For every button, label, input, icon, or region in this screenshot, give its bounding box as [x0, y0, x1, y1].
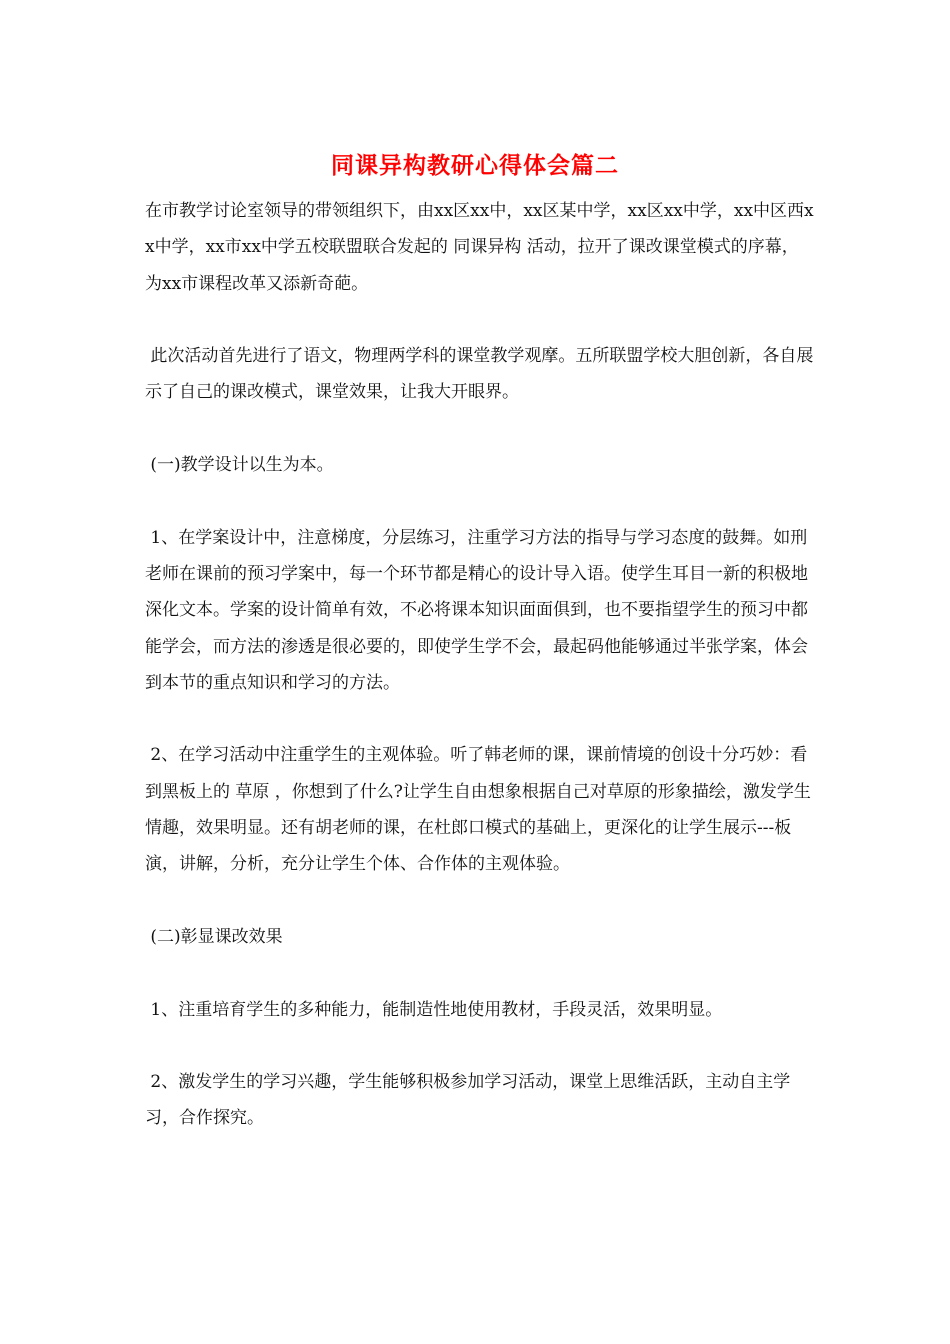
section-heading-teaching-design: (一)教学设计以生为本。 — [145, 455, 334, 476]
document-title: 同课异构教研心得体会篇二 — [331, 152, 619, 179]
paragraph-point-1-effects: 1、注重培育学生的多种能力，能制造性地使用教材，手段灵活，效果明显。 — [145, 999, 723, 1020]
document-body — [145, 193, 815, 1137]
paragraph-point-2-design: 2、在学习活动中注重学生的主观体验。听了韩老师的课，课前情境的创设十分巧妙：看到黑板上的 草原 ，你想到了什么?让学生自由想象根据自己对草原的形象描绘，激发学生情趣，效果明显。还有胡老师的课，在杜郎口模式的基础上，更深化的让学生展示---板演，讲解，分析，充分让学生个体、合作体的主观体验。 — [145, 745, 811, 875]
paragraph-point-1-design: 1、在学案设计中，注意梯度，分层练习，注重学习方法的指导与学习态度的鼓舞。如刑老师在课前的预习学案中，每一个环节都是精心的设计导入语。使学生耳目一新的积极地深化文本。学案的设计简单有效，不必将课本知识面面俱到，也不要指望学生的预习中都能学会，而方法的渗透是很必要的，即使学生学不会，最起码他能够通过半张学案，体会到本节的重点知识和学习的方法。 — [145, 527, 808, 693]
paragraph-activity-overview: 此次活动首先进行了语文，物理两学科的课堂教学观摩。五所联盟学校大胆创新，各自展示了自己的课改模式，课堂效果，让我大开眼界。 — [145, 346, 814, 403]
paragraph-point-2-effects: 2、激发学生的学习兴趣，学生能够积极参加学习活动，课堂上思维活跃，主动自主学习，合作探究。 — [145, 1072, 791, 1129]
section-heading-reform-effects: (二)彰显课改效果 — [145, 926, 283, 947]
paragraph-intro: 在市教学讨论室领导的带领组织下，由xx区xx中，xx区某中学，xx区xx中学，xx中区西xx中学，xx市xx中学五校联盟联合发起的 同课异构 活动，拉开了课改课堂模式的序幕，为xx市课程改革又添新奇葩。 — [145, 201, 814, 294]
